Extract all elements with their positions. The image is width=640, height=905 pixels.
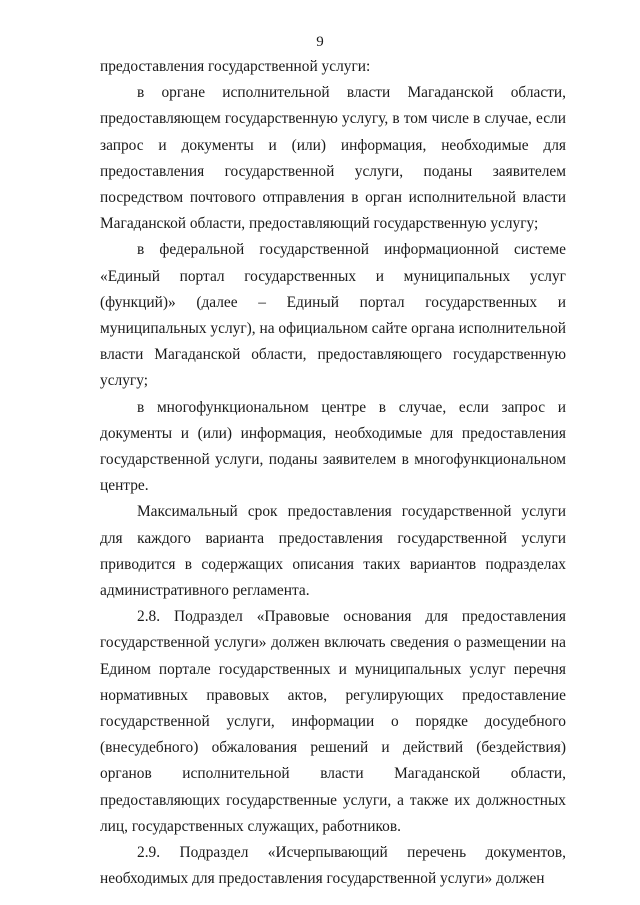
page-number: 9 xyxy=(316,34,324,50)
paragraph-maximum-term: Максимальный срок предоставления государственной услуги для каждого варианта предоставления государственной услуги приводится в содержащих описания таких вариантов подразделах административного регламента. xyxy=(100,503,566,600)
paragraph-multifunctional-center: в многофункциональном центре в случае, если запрос и документы и (или) информация, необходимые для предоставления государственной услуги, поданы заявителем в многофункциональном центре. xyxy=(100,398,566,495)
paragraph-executive-body: в органе исполнительной власти Магаданской области, предоставляющем государственную услугу, в том числе в случае, если запрос и документы и (или) информация, необходимые для предоставления государственной услуги, поданы заявителем посредством почтового отправления в орган исполнительной власти Магаданской области, предоставляющий государственную услугу; xyxy=(100,84,566,233)
document-body xyxy=(100,54,566,893)
paragraph-intro: предоставления государственной услуги: xyxy=(100,58,371,75)
paragraph-section-2-9: 2.9. Подраздел «Исчерпывающий перечень документов, необходимых для предоставления государственной услуги» должен xyxy=(100,844,566,888)
paragraph-section-2-8: 2.8. Подраздел «Правовые основания для предоставления государственной услуги» должен включать сведения о размещении на Едином портале государственных и муниципальных услуг перечня нормативных правовых актов, регулирующих предоставление государственной услуги, информации о порядке досудебного (внесудебного) обжалования решений и действий (бездействия) органов исполнительной власти Магаданской области, предоставляющих государственные услуги, а также их должностных лиц, государственных служащих, работников. xyxy=(100,608,566,835)
paragraph-unified-portal: в федеральной государственной информационной системе «Единый портал государственных и муниципальных услуг (функций)» (далее – Единый портал государственных и муниципальных услуг), на официальном сайте органа исполнительной власти Магаданской области, предоставляющего государственную услугу; xyxy=(100,241,566,390)
